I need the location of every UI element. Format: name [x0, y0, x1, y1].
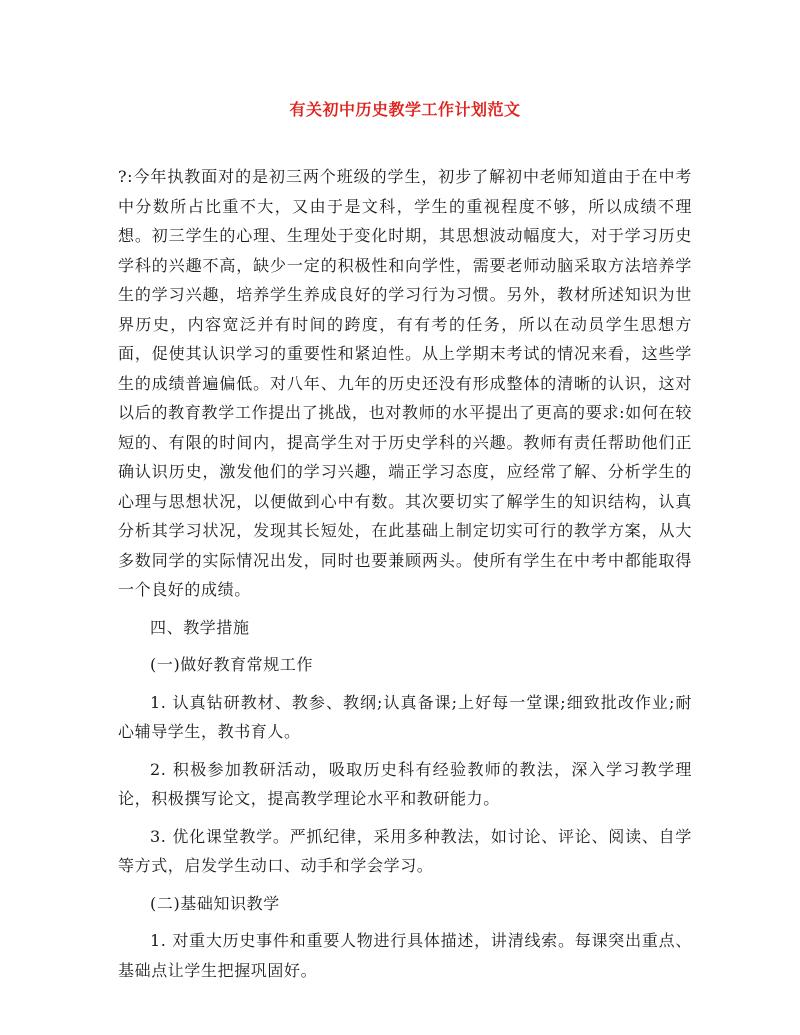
subsection-heading-routine-work: (一)做好教育常规工作 — [150, 655, 314, 674]
list-item-optimize-classroom: 3. 优化课堂教学。严抓纪律，采用多种教法，如讨论、评论、阅读、自学等方式，启发学生动口、动手和学会学习。 — [118, 826, 692, 875]
section-heading-teaching-measures: 四、教学措施 — [150, 617, 250, 637]
list-item-study-materials: 1. 认真钻研教材、教参、教纲;认真备课;上好每一堂课;细致批改作业;耐心辅导学生，教书育人。 — [118, 692, 692, 741]
list-item-teaching-research: 2. 积极参加教研活动，吸取历史科有经验教师的教法，深入学习教学理论，积极撰写论文，提高教学理论水平和教研能力。 — [118, 759, 692, 808]
list-item-historical-events: 1. 对重大历史事件和重要人物进行具体描述，讲清线索。每课突出重点、基础点让学生把握巩固好。 — [118, 931, 692, 980]
subsection-heading-basic-knowledge: (二)基础知识教学 — [150, 893, 280, 913]
intro-paragraph: ?:今年执教面对的是初三两个班级的学生，初步了解初中老师知道由于在中考中分数所占比重不大，又由于是文科，学生的重视程度不够，所以成绩不理想。初三学生的心理、生理处于变化时期，其思想波动幅度大，对于学习历史学科的兴趣不高，缺少一定的积极性和向学性，需要老师动脑采取方法培养学生的学习兴趣，培养学生养成良好的学习行为习惯。另外，教材所述知识为世界历史，内容宽泛并有时间的跨度，有有考的任务，所以在动员学生思想方面，促使其认识学习的重要性和紧迫性。从上学期末考试的情况来看，这些学生的成绩普遍偏低。对八年、九年的历史还没有形成整体的清晰的认识，这对以后的教育教学工作提出了挑战，也对教师的水平提出了更高的要求:如何在较短的、有限的时间内，提高学生对于历史学科的兴趣。教师有责任帮助他们正确认识历史，激发他们的学习兴趣，端正学习态度，应经常了解、分析学生的心理与思想状况，以便做到心中有数。其次要切实了解学生的知识结构，认真分析其学习状况，发现其长短处，在此基础上制定切实可行的教学方案，从大多数同学的实际情况出发，同时也要兼顾两头。使所有学生在中考中都能取得一个良好的成绩。 — [118, 167, 692, 599]
document-title: 有关初中历史教学工作计划范文 — [289, 100, 521, 119]
